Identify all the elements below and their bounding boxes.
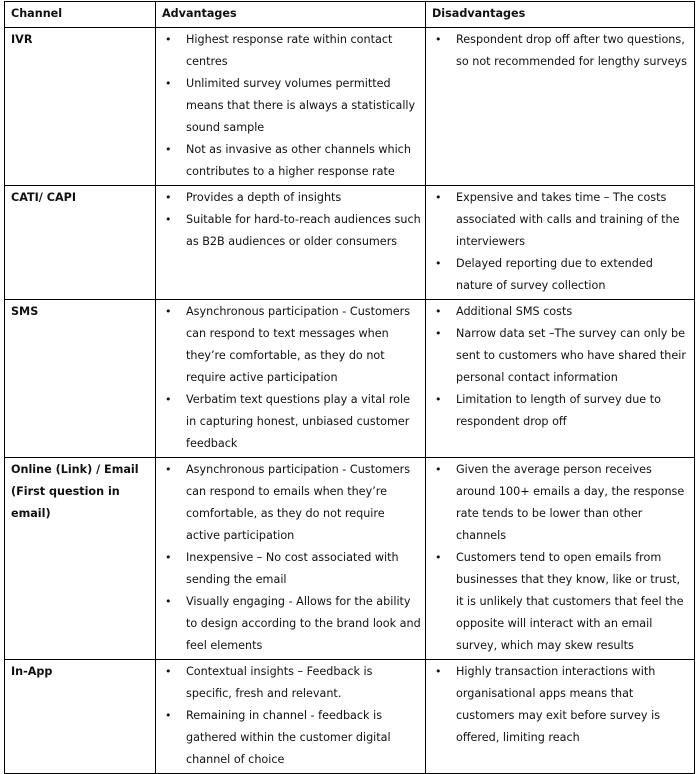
list-item-text: Customers tend to open emails from businesses that they know, like or trust, it is unlikely that customers that feel the opposite will interact with an email survey, which may skew results: [456, 551, 684, 652]
table-row: [5, 186, 695, 300]
list-item-text: Verbatim text questions play a vital role in capturing honest, unbiased customer feedback: [186, 393, 411, 450]
list-item: [162, 661, 421, 705]
bullet-icon: •: [435, 463, 442, 476]
list-item-text: Highly transaction interactions with organisational apps means that customers may exit before survey is offered, limiting reach: [456, 665, 661, 744]
list-item: [162, 591, 421, 657]
bullet-icon: •: [165, 463, 172, 476]
channel-cell: In-App: [5, 660, 156, 774]
bullet-icon: •: [435, 665, 442, 678]
table-body: [5, 28, 695, 774]
list-item-text: Respondent drop off after two questions, so not recommended for lengthy surveys: [456, 33, 687, 68]
list-item: [432, 29, 690, 73]
list-item: [162, 389, 421, 455]
list-item-text: Remaining in channel - feedback is gathered within the customer digital channel of choice: [186, 709, 391, 766]
bullet-icon: •: [435, 33, 442, 46]
bullet-icon: •: [165, 213, 172, 226]
list-item: [432, 459, 690, 547]
list-item-text: Asynchronous participation - Customers can respond to emails when they’re comfortable, as they do not require active participation: [186, 463, 411, 542]
channel-cell: Online (Link) / Email (First question in email): [5, 458, 156, 660]
list-item-text: Provides a depth of insights: [186, 191, 342, 204]
list-item-text: Suitable for hard-to-reach audiences such as B2B audiences or older consumers: [186, 213, 421, 248]
advantages-list: [162, 29, 421, 183]
list-item-text: Limitation to length of survey due to respondent drop off: [456, 393, 661, 428]
disadvantages-cell: [426, 186, 695, 300]
header-channel: Channel: [5, 2, 156, 28]
advantages-cell: [156, 458, 426, 660]
bullet-icon: •: [435, 327, 442, 340]
list-item: [432, 301, 690, 323]
bullet-icon: •: [435, 393, 442, 406]
bullet-icon: •: [165, 665, 172, 678]
list-item-text: Delayed reporting due to extended nature of survey collection: [456, 257, 653, 292]
list-item: [432, 187, 690, 253]
disadvantages-cell: [426, 660, 695, 774]
disadvantages-list: [432, 29, 690, 73]
bullet-icon: •: [435, 551, 442, 564]
disadvantages-cell: [426, 28, 695, 186]
bullet-icon: •: [165, 77, 172, 90]
bullet-icon: •: [165, 33, 172, 46]
list-item-text: Visually engaging - Allows for the ability to design according to the brand look and feel elements: [186, 595, 421, 652]
disadvantages-cell: [426, 458, 695, 660]
list-item-text: Expensive and takes time – The costs associated with calls and training of the interviewers: [456, 191, 680, 248]
disadvantages-list: [432, 661, 690, 749]
list-item-text: Highest response rate within contact centres: [186, 33, 393, 68]
table-row: [5, 28, 695, 186]
advantages-list: [162, 187, 421, 253]
list-item: [432, 323, 690, 389]
list-item-text: Inexpensive – No cost associated with sending the email: [186, 551, 399, 586]
list-item: [162, 187, 421, 209]
bullet-icon: •: [165, 143, 172, 156]
channel-cell: SMS: [5, 300, 156, 458]
bullet-icon: •: [435, 257, 442, 270]
bullet-icon: •: [165, 595, 172, 608]
list-item: [432, 389, 690, 433]
advantages-list: [162, 459, 421, 657]
advantages-cell: [156, 660, 426, 774]
list-item: [432, 661, 690, 749]
bullet-icon: •: [165, 191, 172, 204]
advantages-list: [162, 301, 421, 455]
channel-cell: IVR: [5, 28, 156, 186]
list-item-text: Asynchronous participation - Customers can respond to text messages when they’re comfortable, as they do not require active participation: [186, 305, 411, 384]
list-item-text: Additional SMS costs: [456, 305, 573, 318]
list-item: [162, 547, 421, 591]
header-row: [5, 2, 695, 28]
disadvantages-cell: [426, 300, 695, 458]
channel-comparison-table: [4, 1, 695, 774]
header-advantages: Advantages: [156, 2, 426, 28]
bullet-icon: •: [165, 709, 172, 722]
advantages-cell: [156, 28, 426, 186]
list-item-text: Unlimited survey volumes permitted means that there is always a statistically sound sample: [186, 77, 416, 134]
advantages-list: [162, 661, 421, 771]
advantages-cell: [156, 300, 426, 458]
list-item: [162, 29, 421, 73]
list-item: [432, 547, 690, 657]
list-item: [162, 139, 421, 183]
bullet-icon: •: [435, 305, 442, 318]
advantages-cell: [156, 186, 426, 300]
list-item: [162, 73, 421, 139]
header-disadvantages: Disadvantages: [426, 2, 695, 28]
table-row: [5, 660, 695, 774]
bullet-icon: •: [165, 393, 172, 406]
bullet-icon: •: [435, 191, 442, 204]
bullet-icon: •: [165, 551, 172, 564]
table-row: [5, 458, 695, 660]
list-item: [162, 705, 421, 771]
disadvantages-list: [432, 187, 690, 297]
list-item-text: Contextual insights – Feedback is specific, fresh and relevant.: [186, 665, 373, 700]
list-item: [162, 459, 421, 547]
list-item: [162, 209, 421, 253]
list-item-text: Given the average person receives around 100+ emails a day, the response rate tends to be lower than other channels: [456, 463, 685, 542]
disadvantages-list: [432, 301, 690, 433]
list-item: [432, 253, 690, 297]
bullet-icon: •: [165, 305, 172, 318]
disadvantages-list: [432, 459, 690, 657]
list-item-text: Not as invasive as other channels which contributes to a higher response rate: [186, 143, 411, 178]
list-item-text: Narrow data set –The survey can only be sent to customers who have shared their personal contact information: [456, 327, 686, 384]
list-item: [162, 301, 421, 389]
channel-cell: CATI/ CAPI: [5, 186, 156, 300]
table-row: [5, 300, 695, 458]
